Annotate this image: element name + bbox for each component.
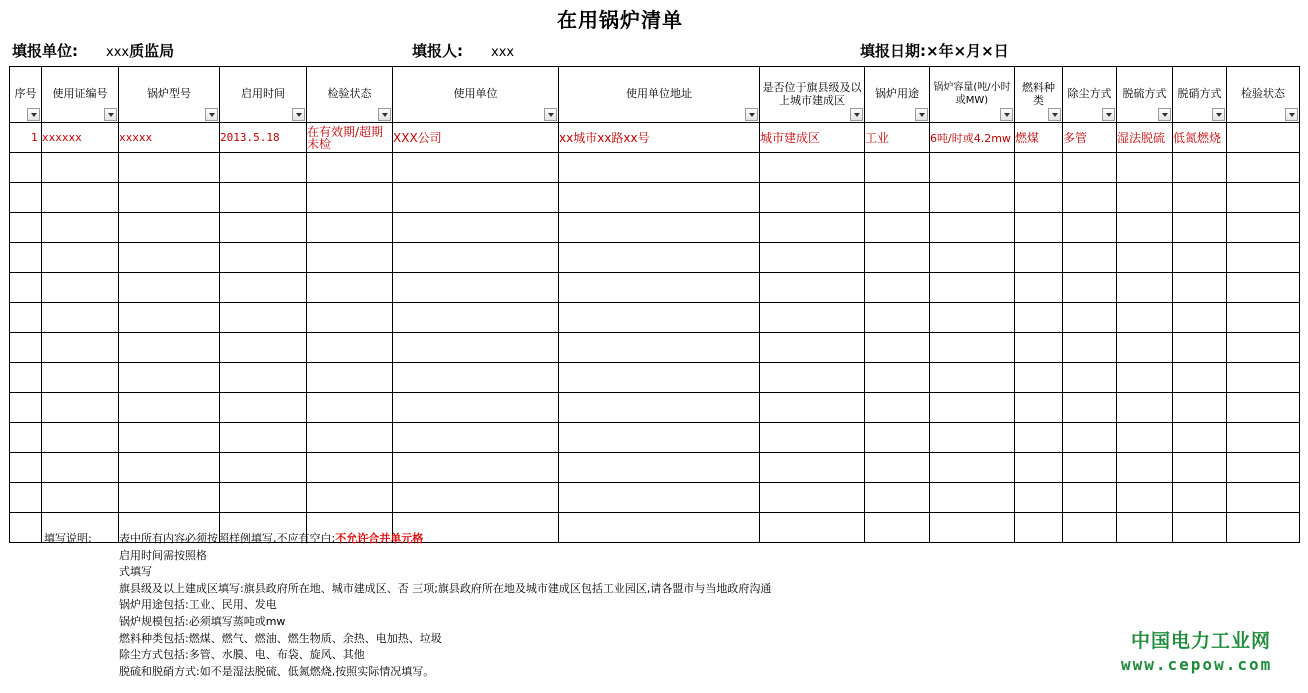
empty-cell[interactable] xyxy=(930,303,1015,333)
empty-cell[interactable] xyxy=(1117,453,1173,483)
table-row xyxy=(10,333,1300,363)
page-title: 在用锅炉清单 xyxy=(557,8,683,32)
empty-cell[interactable] xyxy=(1015,513,1063,543)
empty-cell[interactable] xyxy=(559,483,760,513)
empty-cell[interactable] xyxy=(42,213,119,243)
empty-cell[interactable] xyxy=(42,153,119,183)
empty-cell[interactable] xyxy=(393,333,559,363)
instruction-line: 旗县级及以上建成区填写:旗县政府所在地、城市建成区、否 三项;旗县政府所在地及城市建成区包括工业园区,请各盟市与当地政府沟通 xyxy=(119,581,772,595)
empty-cell[interactable] xyxy=(1015,453,1063,483)
empty-cell[interactable] xyxy=(1117,333,1173,363)
cell-model[interactable]: xxxxx xyxy=(119,123,220,153)
empty-cell[interactable] xyxy=(760,393,865,423)
empty-cell[interactable] xyxy=(1173,303,1227,333)
empty-cell[interactable] xyxy=(1015,303,1063,333)
empty-cell[interactable] xyxy=(930,153,1015,183)
empty-cell[interactable] xyxy=(1173,183,1227,213)
empty-cell[interactable] xyxy=(559,273,760,303)
empty-cell[interactable] xyxy=(760,333,865,363)
filter-dropdown-icon[interactable] xyxy=(745,108,758,121)
empty-cell[interactable] xyxy=(1015,183,1063,213)
empty-cell[interactable] xyxy=(559,363,760,393)
empty-cell[interactable] xyxy=(1173,213,1227,243)
instruction-line: 锅炉用途包括:工业、民用、发电 xyxy=(119,598,277,612)
cell-purpose[interactable]: 工业 xyxy=(865,123,930,153)
empty-cell[interactable] xyxy=(42,393,119,423)
empty-cell[interactable] xyxy=(1015,153,1063,183)
empty-cell[interactable] xyxy=(307,363,393,393)
empty-cell[interactable] xyxy=(930,393,1015,423)
empty-cell[interactable] xyxy=(220,243,307,273)
empty-cell[interactable] xyxy=(1173,393,1227,423)
empty-cell[interactable] xyxy=(10,423,42,453)
cell-fuel[interactable]: 燃煤 xyxy=(1015,123,1063,153)
empty-cell[interactable] xyxy=(119,483,220,513)
header-row xyxy=(10,67,1300,123)
empty-cell[interactable] xyxy=(1227,183,1300,213)
empty-cell[interactable] xyxy=(220,363,307,393)
report-unit xyxy=(12,40,174,61)
empty-cell[interactable] xyxy=(559,303,760,333)
col-header-fuel: 燃料种类 xyxy=(1015,67,1063,123)
empty-cell[interactable] xyxy=(760,213,865,243)
empty-cell[interactable] xyxy=(1117,183,1173,213)
filter-dropdown-icon[interactable] xyxy=(104,108,117,121)
table-row xyxy=(10,363,1300,393)
watermark-url: www.cepow.com xyxy=(1121,655,1273,674)
empty-cell[interactable] xyxy=(1227,273,1300,303)
empty-cell[interactable] xyxy=(1117,243,1173,273)
empty-cell[interactable] xyxy=(760,303,865,333)
empty-cell[interactable] xyxy=(865,393,930,423)
empty-cell[interactable] xyxy=(307,483,393,513)
filter-dropdown-icon[interactable] xyxy=(850,108,863,121)
empty-cell[interactable] xyxy=(1063,393,1117,423)
report-unit-value: 质监局 xyxy=(129,42,175,60)
empty-cell[interactable] xyxy=(1117,483,1173,513)
instructions-lines xyxy=(119,531,771,680)
instructions-label: 填写说明: xyxy=(44,532,92,545)
cell-status[interactable] xyxy=(1227,123,1300,153)
empty-cell[interactable] xyxy=(393,393,559,423)
empty-cell[interactable] xyxy=(307,273,393,303)
empty-cell[interactable] xyxy=(1063,183,1117,213)
empty-cell[interactable] xyxy=(220,483,307,513)
empty-cell[interactable] xyxy=(1015,483,1063,513)
empty-cell[interactable] xyxy=(865,453,930,483)
empty-cell[interactable] xyxy=(1063,303,1117,333)
cell-dust[interactable]: 多管 xyxy=(1063,123,1117,153)
empty-cell[interactable] xyxy=(1227,243,1300,273)
empty-cell[interactable] xyxy=(393,273,559,303)
empty-cell[interactable] xyxy=(1227,483,1300,513)
empty-cell[interactable] xyxy=(760,363,865,393)
empty-cell[interactable] xyxy=(1173,423,1227,453)
empty-cell[interactable] xyxy=(1173,153,1227,183)
cell-denox[interactable]: 低氮燃烧 xyxy=(1173,123,1227,153)
empty-cell[interactable] xyxy=(220,183,307,213)
empty-cell[interactable] xyxy=(119,453,220,483)
empty-cell[interactable] xyxy=(393,423,559,453)
empty-cell[interactable] xyxy=(865,243,930,273)
col-header-start-date: 启用时间 xyxy=(220,67,307,123)
instruction-line: 脱硫和脱硝方式:如不是湿法脱硫、低氮燃烧,按照实际情况填写。 xyxy=(119,664,435,678)
cell-capacity[interactable]: 6吨/时或4.2mw xyxy=(930,123,1015,153)
empty-cell[interactable] xyxy=(10,453,42,483)
empty-cell[interactable] xyxy=(42,483,119,513)
empty-cell[interactable] xyxy=(1117,153,1173,183)
empty-cell[interactable] xyxy=(42,453,119,483)
empty-cell[interactable] xyxy=(42,243,119,273)
report-date xyxy=(860,40,1009,61)
empty-cell[interactable] xyxy=(865,153,930,183)
empty-cell[interactable] xyxy=(393,153,559,183)
col-header-address: 使用单位地址 xyxy=(559,67,760,123)
empty-cell[interactable] xyxy=(1015,273,1063,303)
empty-cell[interactable] xyxy=(10,303,42,333)
empty-cell[interactable] xyxy=(865,513,930,543)
col-header-model: 锅炉型号 xyxy=(119,67,220,123)
empty-cell[interactable] xyxy=(307,243,393,273)
cell-cert-no[interactable]: xxxxxx xyxy=(42,123,119,153)
report-unit-prefix: xxx xyxy=(106,45,130,60)
col-header-capacity: 锅炉容量(吨/小时或MW) xyxy=(930,67,1015,123)
empty-cell[interactable] xyxy=(1063,333,1117,363)
empty-cell[interactable] xyxy=(10,273,42,303)
empty-cell[interactable] xyxy=(119,213,220,243)
cell-address[interactable]: xx城市xx路xx号 xyxy=(559,123,760,153)
empty-cell[interactable] xyxy=(307,423,393,453)
cell-start-date[interactable]: 2013.5.18 xyxy=(220,123,307,153)
empty-cell[interactable] xyxy=(10,483,42,513)
empty-cell[interactable] xyxy=(865,273,930,303)
empty-cell[interactable] xyxy=(1063,363,1117,393)
empty-cell[interactable] xyxy=(1063,153,1117,183)
empty-cell[interactable] xyxy=(760,153,865,183)
empty-cell[interactable] xyxy=(559,213,760,243)
empty-cell[interactable] xyxy=(760,273,865,303)
instruction-line: 除尘方式包括:多管、水膜、电、布袋、旋风、其他 xyxy=(119,648,365,662)
empty-cell[interactable] xyxy=(1063,213,1117,243)
instruction-line: 式填写 xyxy=(119,565,152,579)
empty-cell[interactable] xyxy=(1117,273,1173,303)
empty-cell[interactable] xyxy=(119,423,220,453)
empty-cell[interactable] xyxy=(930,243,1015,273)
report-date-label: 填报日期: xyxy=(860,42,926,60)
col-header-purpose: 锅炉用途 xyxy=(865,67,930,123)
empty-cell[interactable] xyxy=(220,393,307,423)
empty-cell[interactable] xyxy=(1173,363,1227,393)
empty-cell[interactable] xyxy=(393,243,559,273)
col-header-cert-no: 使用证编号 xyxy=(42,67,119,123)
empty-cell[interactable] xyxy=(1227,453,1300,483)
empty-cell[interactable] xyxy=(1173,513,1227,543)
empty-cell[interactable] xyxy=(760,423,865,453)
col-header-unit: 使用单位 xyxy=(393,67,559,123)
table-row xyxy=(10,393,1300,423)
empty-cell[interactable] xyxy=(42,333,119,363)
empty-cell[interactable] xyxy=(119,153,220,183)
empty-cell[interactable] xyxy=(1015,213,1063,243)
col-header-inspection: 检验状态 xyxy=(307,67,393,123)
table-row xyxy=(10,483,1300,513)
table-row xyxy=(10,423,1300,453)
cell-desulf[interactable]: 湿法脱硫 xyxy=(1117,123,1173,153)
empty-cell[interactable] xyxy=(1117,213,1173,243)
empty-cell[interactable] xyxy=(1227,153,1300,183)
empty-cell[interactable] xyxy=(1227,303,1300,333)
empty-cell[interactable] xyxy=(1173,273,1227,303)
empty-cell[interactable] xyxy=(1117,303,1173,333)
empty-cell[interactable] xyxy=(930,363,1015,393)
boiler-table xyxy=(9,66,1300,543)
col-header-urban: 是否位于旗县级及以上城市建成区 xyxy=(760,67,865,123)
empty-cell[interactable] xyxy=(220,453,307,483)
empty-cell[interactable] xyxy=(220,423,307,453)
empty-cell[interactable] xyxy=(559,423,760,453)
empty-cell[interactable] xyxy=(119,363,220,393)
empty-cell[interactable] xyxy=(119,393,220,423)
empty-cell[interactable] xyxy=(865,183,930,213)
empty-cell[interactable] xyxy=(119,183,220,213)
empty-cell[interactable] xyxy=(307,393,393,423)
watermark-name: 中国电力工业网 xyxy=(1131,630,1272,652)
empty-cell[interactable] xyxy=(10,153,42,183)
filter-dropdown-icon[interactable] xyxy=(1285,108,1298,121)
empty-cell[interactable] xyxy=(119,333,220,363)
empty-cell[interactable] xyxy=(307,453,393,483)
empty-cell[interactable] xyxy=(220,333,307,363)
empty-cell[interactable] xyxy=(1227,213,1300,243)
empty-cell[interactable] xyxy=(1063,243,1117,273)
table-row xyxy=(10,453,1300,483)
cell-inspection[interactable]: 在有效期/超期未检 xyxy=(307,123,393,153)
empty-cell[interactable] xyxy=(10,183,42,213)
report-unit-label: 填报单位: xyxy=(12,42,78,60)
filter-dropdown-icon[interactable] xyxy=(292,108,305,121)
empty-cell[interactable] xyxy=(760,243,865,273)
empty-cell[interactable] xyxy=(760,483,865,513)
filter-dropdown-icon[interactable] xyxy=(205,108,218,121)
report-date-value: ×年×月×日 xyxy=(926,42,1009,60)
col-header-denox: 脱硝方式 xyxy=(1173,67,1227,123)
empty-cell[interactable] xyxy=(865,213,930,243)
empty-cell[interactable] xyxy=(930,333,1015,363)
empty-cell[interactable] xyxy=(42,423,119,453)
table-row xyxy=(10,213,1300,243)
filter-dropdown-icon[interactable] xyxy=(915,108,928,121)
empty-cell[interactable] xyxy=(865,483,930,513)
empty-cell[interactable] xyxy=(42,363,119,393)
empty-cell[interactable] xyxy=(307,333,393,363)
filter-dropdown-icon[interactable] xyxy=(27,108,40,121)
empty-cell[interactable] xyxy=(42,183,119,213)
instruction-warning: 不允许合并单元格 xyxy=(335,532,424,545)
empty-cell[interactable] xyxy=(559,453,760,483)
filter-dropdown-icon[interactable] xyxy=(1212,108,1225,121)
col-header-dust: 除尘方式 xyxy=(1063,67,1117,123)
empty-cell[interactable] xyxy=(42,303,119,333)
empty-cell[interactable] xyxy=(1063,513,1117,543)
filter-dropdown-icon[interactable] xyxy=(544,108,557,121)
empty-cell[interactable] xyxy=(307,153,393,183)
empty-cell[interactable] xyxy=(307,303,393,333)
empty-cell[interactable] xyxy=(930,213,1015,243)
empty-cell[interactable] xyxy=(393,483,559,513)
empty-cell[interactable] xyxy=(220,153,307,183)
table-row xyxy=(10,273,1300,303)
empty-cell[interactable] xyxy=(865,303,930,333)
table-row xyxy=(10,243,1300,273)
empty-cell[interactable] xyxy=(1015,423,1063,453)
empty-cell[interactable] xyxy=(1117,393,1173,423)
empty-cell[interactable] xyxy=(865,333,930,363)
empty-cell[interactable] xyxy=(760,453,865,483)
empty-cell[interactable] xyxy=(1117,423,1173,453)
empty-cell[interactable] xyxy=(930,513,1015,543)
empty-cell[interactable] xyxy=(1227,393,1300,423)
empty-cell[interactable] xyxy=(393,453,559,483)
empty-cell[interactable] xyxy=(1063,483,1117,513)
empty-cell[interactable] xyxy=(1063,453,1117,483)
empty-cell[interactable] xyxy=(1227,363,1300,393)
empty-cell[interactable] xyxy=(760,513,865,543)
reporter-value: xxx xyxy=(491,45,515,60)
empty-cell[interactable] xyxy=(865,363,930,393)
empty-cell[interactable] xyxy=(1015,393,1063,423)
table-row xyxy=(10,183,1300,213)
empty-cell[interactable] xyxy=(10,213,42,243)
empty-cell[interactable] xyxy=(1015,333,1063,363)
empty-cell[interactable] xyxy=(220,273,307,303)
cell-seq[interactable]: 1 xyxy=(10,123,42,153)
empty-cell[interactable] xyxy=(1173,453,1227,483)
empty-cell[interactable] xyxy=(393,303,559,333)
empty-cell[interactable] xyxy=(930,183,1015,213)
col-header-status: 检验状态 xyxy=(1227,67,1300,123)
filter-dropdown-icon[interactable] xyxy=(1158,108,1171,121)
empty-cell[interactable] xyxy=(930,273,1015,303)
empty-cell[interactable] xyxy=(559,183,760,213)
empty-cell[interactable] xyxy=(1173,483,1227,513)
table-row xyxy=(10,123,1300,153)
table-row xyxy=(10,153,1300,183)
empty-cell[interactable] xyxy=(307,183,393,213)
empty-cell[interactable] xyxy=(307,213,393,243)
empty-cell[interactable] xyxy=(119,273,220,303)
instruction-line: 启用时间需按照格 xyxy=(119,548,207,562)
col-header-seq: 序号 xyxy=(10,67,42,123)
empty-cell[interactable] xyxy=(1015,243,1063,273)
empty-cell[interactable] xyxy=(930,483,1015,513)
instruction-line: 表中所有内容必须按照样例填写,不应有空白;不允许合并单元格 xyxy=(119,532,424,545)
empty-cell[interactable] xyxy=(1117,513,1173,543)
empty-cell[interactable] xyxy=(393,213,559,243)
empty-cell[interactable] xyxy=(559,243,760,273)
empty-cell[interactable] xyxy=(42,273,119,303)
cell-urban[interactable]: 城市建成区 xyxy=(760,123,865,153)
empty-cell[interactable] xyxy=(10,363,42,393)
empty-cell[interactable] xyxy=(393,183,559,213)
empty-cell[interactable] xyxy=(1173,243,1227,273)
reporter xyxy=(412,40,514,61)
empty-cell[interactable] xyxy=(559,333,760,363)
empty-cell[interactable] xyxy=(1227,423,1300,453)
empty-cell[interactable] xyxy=(220,213,307,243)
empty-cell[interactable] xyxy=(1173,333,1227,363)
filter-dropdown-icon[interactable] xyxy=(1102,108,1115,121)
empty-cell[interactable] xyxy=(10,393,42,423)
filter-dropdown-icon[interactable] xyxy=(1048,108,1061,121)
empty-cell[interactable] xyxy=(10,333,42,363)
empty-cell[interactable] xyxy=(10,513,42,543)
empty-cell[interactable] xyxy=(1063,273,1117,303)
empty-cell[interactable] xyxy=(1015,363,1063,393)
cell-unit[interactable]: XXX公司 xyxy=(393,123,559,153)
reporter-label: 填报人: xyxy=(412,42,463,60)
empty-cell[interactable] xyxy=(10,243,42,273)
empty-cell[interactable] xyxy=(220,303,307,333)
table-row xyxy=(10,303,1300,333)
empty-cell[interactable] xyxy=(119,303,220,333)
empty-cell[interactable] xyxy=(1117,363,1173,393)
col-header-desulf: 脱硫方式 xyxy=(1117,67,1173,123)
filter-dropdown-icon[interactable] xyxy=(1000,108,1013,121)
empty-cell[interactable] xyxy=(559,393,760,423)
instruction-line: 锅炉规模包括:必须填写蒸吨或mw xyxy=(119,614,286,628)
empty-cell[interactable] xyxy=(865,423,930,453)
filter-dropdown-icon[interactable] xyxy=(378,108,391,121)
empty-cell[interactable] xyxy=(930,423,1015,453)
empty-cell[interactable] xyxy=(1063,423,1117,453)
empty-cell[interactable] xyxy=(119,243,220,273)
instruction-line: 燃料种类包括:燃煤、燃气、燃油、燃生物质、余热、电加热、垃圾 xyxy=(119,631,442,645)
empty-cell[interactable] xyxy=(559,153,760,183)
empty-cell[interactable] xyxy=(760,183,865,213)
empty-cell[interactable] xyxy=(930,453,1015,483)
empty-cell[interactable] xyxy=(1227,513,1300,543)
empty-cell[interactable] xyxy=(393,363,559,393)
empty-cell[interactable] xyxy=(1227,333,1300,363)
